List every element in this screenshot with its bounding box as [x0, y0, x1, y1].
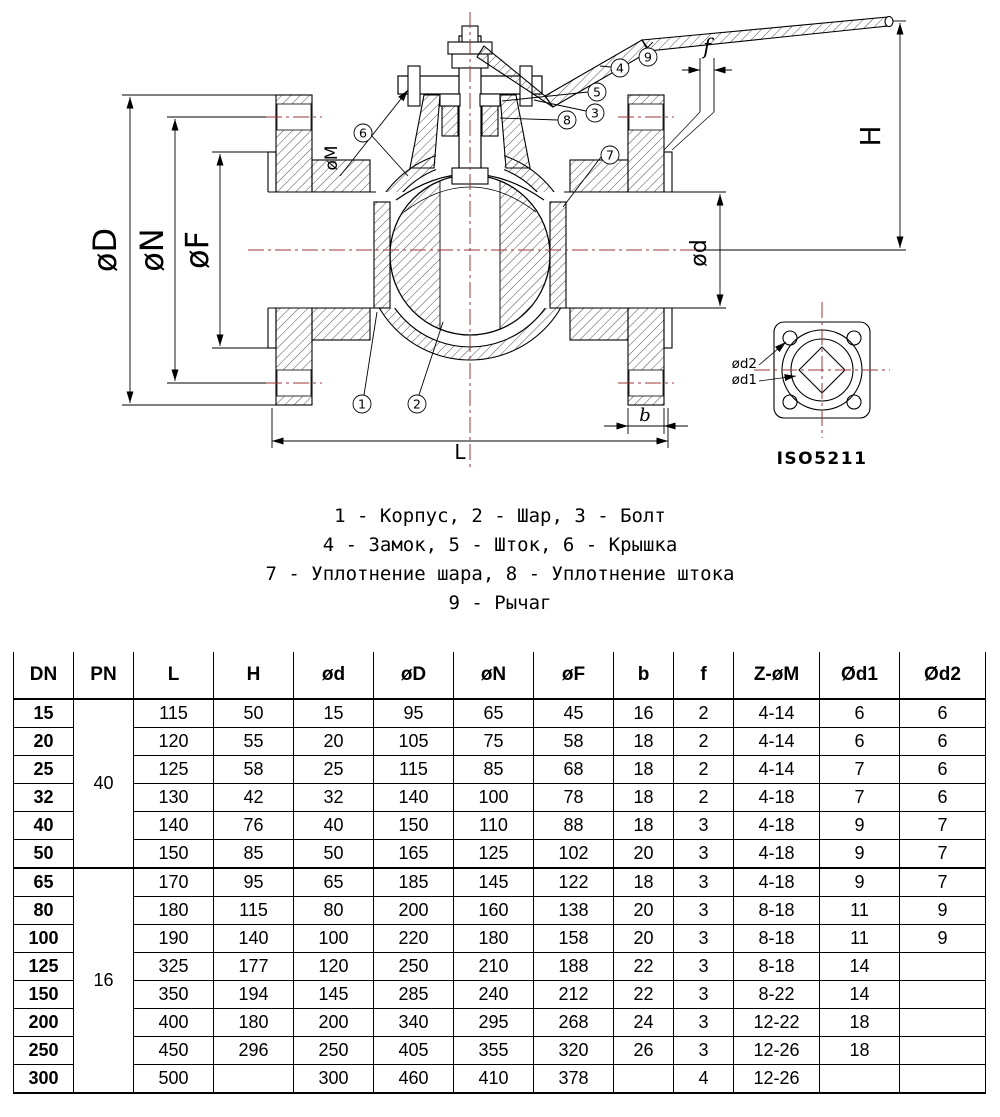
value-cell: 75: [454, 728, 534, 756]
value-cell: 190: [134, 925, 214, 953]
value-cell: 250: [374, 953, 454, 981]
column-header-od1: Ød1: [820, 652, 900, 699]
value-cell: 3: [674, 953, 734, 981]
value-cell: 145: [454, 868, 534, 897]
value-cell: 180: [214, 1009, 294, 1037]
value-cell: 88: [534, 812, 614, 840]
callout-3-label: 3: [591, 105, 599, 121]
value-cell: 4: [674, 1065, 734, 1094]
dn-cell: 32: [14, 784, 74, 812]
value-cell: 4-14: [734, 756, 820, 784]
dim-label-od: ød: [687, 239, 712, 267]
value-cell: 18: [614, 812, 674, 840]
value-cell: 320: [534, 1037, 614, 1065]
dn-cell: 250: [14, 1037, 74, 1065]
value-cell: 6: [820, 699, 900, 728]
legend-line: 9 - Рычаг: [448, 592, 552, 614]
pipe-wall: [312, 308, 370, 340]
dim-label-oM: øM: [322, 145, 342, 171]
dn-cell: 100: [14, 925, 74, 953]
cover-bolt: [408, 66, 420, 106]
value-cell: 18: [614, 728, 674, 756]
value-cell: 7: [820, 784, 900, 812]
value-cell: 185: [374, 868, 454, 897]
pn-cell: 40: [74, 699, 134, 868]
gland: [440, 94, 460, 106]
value-cell: 20: [614, 925, 674, 953]
value-cell: 4-14: [734, 699, 820, 728]
column-header-h: H: [214, 652, 294, 699]
value-cell: 170: [134, 868, 214, 897]
callout-6-label: 6: [359, 125, 367, 141]
table-row: [14, 840, 986, 869]
value-cell: 355: [454, 1037, 534, 1065]
value-cell: 120: [134, 728, 214, 756]
value-cell: 20: [614, 840, 674, 869]
value-cell: 2: [674, 756, 734, 784]
column-header-oN: øN: [454, 652, 534, 699]
value-cell: 40: [294, 812, 374, 840]
valve-technical-drawing: [0, 0, 1000, 480]
value-cell: 180: [134, 897, 214, 925]
value-cell: 122: [534, 868, 614, 897]
dn-cell: 20: [14, 728, 74, 756]
value-cell: 2: [674, 784, 734, 812]
value-cell: 120: [294, 953, 374, 981]
callout-1-label: 1: [358, 396, 366, 412]
table-row: [14, 868, 986, 897]
value-cell: 150: [374, 812, 454, 840]
value-cell: 180: [454, 925, 534, 953]
callout-4-label: 4: [616, 60, 624, 76]
stem-packing: [442, 106, 458, 136]
column-header-pn: PN: [74, 652, 134, 699]
value-cell: 85: [454, 756, 534, 784]
table-row: [14, 728, 986, 756]
value-cell: 194: [214, 981, 294, 1009]
value-cell: 100: [294, 925, 374, 953]
value-cell: 250: [294, 1037, 374, 1065]
value-cell: 115: [214, 897, 294, 925]
header-row: [14, 652, 986, 699]
value-cell: 177: [214, 953, 294, 981]
value-cell: 3: [674, 1009, 734, 1037]
value-cell: 18: [614, 784, 674, 812]
value-cell: 4-18: [734, 868, 820, 897]
value-cell: 95: [374, 699, 454, 728]
value-cell: 268: [534, 1009, 614, 1037]
value-cell: 2: [674, 699, 734, 728]
value-cell: [900, 953, 986, 981]
handle-grip: [642, 17, 888, 51]
value-cell: 115: [134, 699, 214, 728]
value-cell: 350: [134, 981, 214, 1009]
value-cell: [900, 981, 986, 1009]
value-cell: 15: [294, 699, 374, 728]
table-row: [14, 897, 986, 925]
value-cell: [614, 1065, 674, 1094]
value-cell: 26: [614, 1037, 674, 1065]
value-cell: 138: [534, 897, 614, 925]
table-row: [14, 1065, 986, 1094]
dn-cell: 40: [14, 812, 74, 840]
value-cell: 3: [674, 868, 734, 897]
value-cell: 150: [134, 840, 214, 869]
value-cell: 410: [454, 1065, 534, 1094]
dn-cell: 25: [14, 756, 74, 784]
value-cell: 65: [294, 868, 374, 897]
dim-label-f: f: [703, 35, 711, 59]
column-header-od: ød: [294, 652, 374, 699]
value-cell: 102: [534, 840, 614, 869]
value-cell: 4-18: [734, 784, 820, 812]
value-cell: 18: [614, 756, 674, 784]
callout-7-label: 7: [606, 147, 614, 163]
table-row: [14, 925, 986, 953]
value-cell: 115: [374, 756, 454, 784]
legend-line: 7 - Уплотнение шара, 8 - Уплотнение штока: [265, 563, 735, 585]
dim-label-oD: øD: [86, 227, 124, 273]
stem-packing: [482, 106, 498, 136]
iso5211-pad: [732, 322, 870, 469]
value-cell: [900, 1065, 986, 1094]
table-row: [14, 1037, 986, 1065]
value-cell: 11: [820, 897, 900, 925]
value-cell: 140: [134, 812, 214, 840]
iso5211-label: ISO5211: [776, 449, 868, 469]
value-cell: 295: [454, 1009, 534, 1037]
value-cell: 212: [534, 981, 614, 1009]
value-cell: 105: [374, 728, 454, 756]
value-cell: 3: [674, 1037, 734, 1065]
legend-line: 1 - Корпус, 2 - Шар, 3 - Болт: [334, 505, 666, 527]
value-cell: 3: [674, 897, 734, 925]
gland: [480, 94, 500, 106]
value-cell: 125: [134, 756, 214, 784]
value-cell: 9: [900, 925, 986, 953]
dim-label-L: L: [454, 440, 466, 464]
value-cell: [820, 1065, 900, 1094]
value-cell: 50: [294, 840, 374, 869]
value-cell: 158: [534, 925, 614, 953]
value-cell: 4-14: [734, 728, 820, 756]
value-cell: 160: [454, 897, 534, 925]
value-cell: 12-26: [734, 1065, 820, 1094]
dn-cell: 300: [14, 1065, 74, 1094]
value-cell: 20: [614, 897, 674, 925]
value-cell: 4-18: [734, 812, 820, 840]
table-row: [14, 1009, 986, 1037]
value-cell: 7: [900, 868, 986, 897]
value-cell: 300: [294, 1065, 374, 1094]
value-cell: 25: [294, 756, 374, 784]
value-cell: 18: [820, 1009, 900, 1037]
value-cell: 7: [900, 812, 986, 840]
table-row: [14, 784, 986, 812]
callout-5-label: 5: [593, 84, 601, 100]
table-row: [14, 953, 986, 981]
value-cell: 110: [454, 812, 534, 840]
value-cell: 285: [374, 981, 454, 1009]
value-cell: 9: [820, 868, 900, 897]
dim-label-H: H: [854, 125, 887, 147]
handle-end-cap: [885, 17, 893, 27]
value-cell: 32: [294, 784, 374, 812]
column-header-b: b: [614, 652, 674, 699]
value-cell: [900, 1009, 986, 1037]
value-cell: 200: [294, 1009, 374, 1037]
value-cell: 188: [534, 953, 614, 981]
dn-cell: 15: [14, 699, 74, 728]
dn-cell: 200: [14, 1009, 74, 1037]
value-cell: 3: [674, 812, 734, 840]
value-cell: 6: [900, 699, 986, 728]
column-header-oF: øF: [534, 652, 614, 699]
value-cell: 3: [674, 925, 734, 953]
value-cell: 4-18: [734, 840, 820, 869]
value-cell: 7: [820, 756, 900, 784]
dim-label-b: b: [639, 405, 651, 426]
value-cell: 240: [454, 981, 534, 1009]
value-cell: 6: [820, 728, 900, 756]
column-header-od2: Ød2: [900, 652, 986, 699]
ball-seat: [550, 202, 566, 308]
value-cell: 3: [674, 840, 734, 869]
value-cell: 78: [534, 784, 614, 812]
value-cell: 65: [454, 699, 534, 728]
value-cell: 24: [614, 1009, 674, 1037]
value-cell: 12-22: [734, 1009, 820, 1037]
value-cell: 296: [214, 1037, 294, 1065]
value-cell: 8-18: [734, 953, 820, 981]
value-cell: 11: [820, 925, 900, 953]
dim-label-oN: øN: [133, 228, 171, 272]
value-cell: 9: [820, 812, 900, 840]
value-cell: 18: [820, 1037, 900, 1065]
legend-line: 4 - Замок, 5 - Шток, 6 - Крышка: [322, 534, 678, 556]
value-cell: 460: [374, 1065, 454, 1094]
value-cell: [900, 1037, 986, 1065]
dim-label-od1: ød1: [731, 372, 757, 388]
column-header-dn: DN: [14, 652, 74, 699]
callout-8-label: 8: [563, 112, 571, 128]
value-cell: 200: [374, 897, 454, 925]
value-cell: 378: [534, 1065, 614, 1094]
value-cell: 9: [820, 840, 900, 869]
value-cell: 68: [534, 756, 614, 784]
dn-cell: 125: [14, 953, 74, 981]
value-cell: 130: [134, 784, 214, 812]
value-cell: 7: [900, 840, 986, 869]
dn-cell: 65: [14, 868, 74, 897]
value-cell: 14: [820, 953, 900, 981]
value-cell: 76: [214, 812, 294, 840]
value-cell: 2: [674, 728, 734, 756]
value-cell: 140: [374, 784, 454, 812]
value-cell: 3: [674, 981, 734, 1009]
value-cell: 145: [294, 981, 374, 1009]
value-cell: 58: [534, 728, 614, 756]
column-header-zom: Z-øM: [734, 652, 820, 699]
value-cell: 500: [134, 1065, 214, 1094]
value-cell: 6: [900, 756, 986, 784]
value-cell: 6: [900, 784, 986, 812]
table-row: [14, 981, 986, 1009]
value-cell: 42: [214, 784, 294, 812]
value-cell: 55: [214, 728, 294, 756]
table-row: [14, 699, 986, 728]
value-cell: 210: [454, 953, 534, 981]
value-cell: [214, 1065, 294, 1094]
dim-label-oF: øF: [178, 231, 216, 269]
value-cell: 22: [614, 981, 674, 1009]
value-cell: 50: [214, 699, 294, 728]
value-cell: 8-22: [734, 981, 820, 1009]
dim-label-od2: ød2: [731, 356, 757, 372]
value-cell: 9: [900, 897, 986, 925]
value-cell: 16: [614, 699, 674, 728]
value-cell: 20: [294, 728, 374, 756]
value-cell: 8-18: [734, 925, 820, 953]
value-cell: 165: [374, 840, 454, 869]
ball-seat: [374, 202, 390, 308]
dimensions-table: [13, 652, 986, 1094]
value-cell: 140: [214, 925, 294, 953]
pipe-wall: [570, 308, 628, 340]
value-cell: 6: [900, 728, 986, 756]
callout-2-label: 2: [413, 396, 421, 412]
value-cell: 340: [374, 1009, 454, 1037]
value-cell: 58: [214, 756, 294, 784]
callout-9-label: 9: [644, 49, 652, 65]
value-cell: 220: [374, 925, 454, 953]
dn-cell: 80: [14, 897, 74, 925]
parts-legend: [0, 502, 1000, 618]
pn-cell: 16: [74, 868, 134, 1093]
dimension-table-body: [14, 699, 986, 1093]
value-cell: 125: [454, 840, 534, 869]
value-cell: 100: [454, 784, 534, 812]
value-cell: 45: [534, 699, 614, 728]
column-header-oD: øD: [374, 652, 454, 699]
value-cell: 450: [134, 1037, 214, 1065]
value-cell: 12-26: [734, 1037, 820, 1065]
value-cell: 80: [294, 897, 374, 925]
dn-cell: 50: [14, 840, 74, 869]
dn-cell: 150: [14, 981, 74, 1009]
value-cell: 325: [134, 953, 214, 981]
column-header-l: L: [134, 652, 214, 699]
drawing-section: [0, 0, 1000, 480]
pipe-wall: [570, 160, 628, 192]
table-row: [14, 756, 986, 784]
value-cell: 405: [374, 1037, 454, 1065]
value-cell: 22: [614, 953, 674, 981]
value-cell: 400: [134, 1009, 214, 1037]
value-cell: 95: [214, 868, 294, 897]
value-cell: 18: [614, 868, 674, 897]
dimension-table-section: [13, 652, 987, 1094]
value-cell: 8-18: [734, 897, 820, 925]
value-cell: 14: [820, 981, 900, 1009]
column-header-f: f: [674, 652, 734, 699]
value-cell: 85: [214, 840, 294, 869]
table-row: [14, 812, 986, 840]
